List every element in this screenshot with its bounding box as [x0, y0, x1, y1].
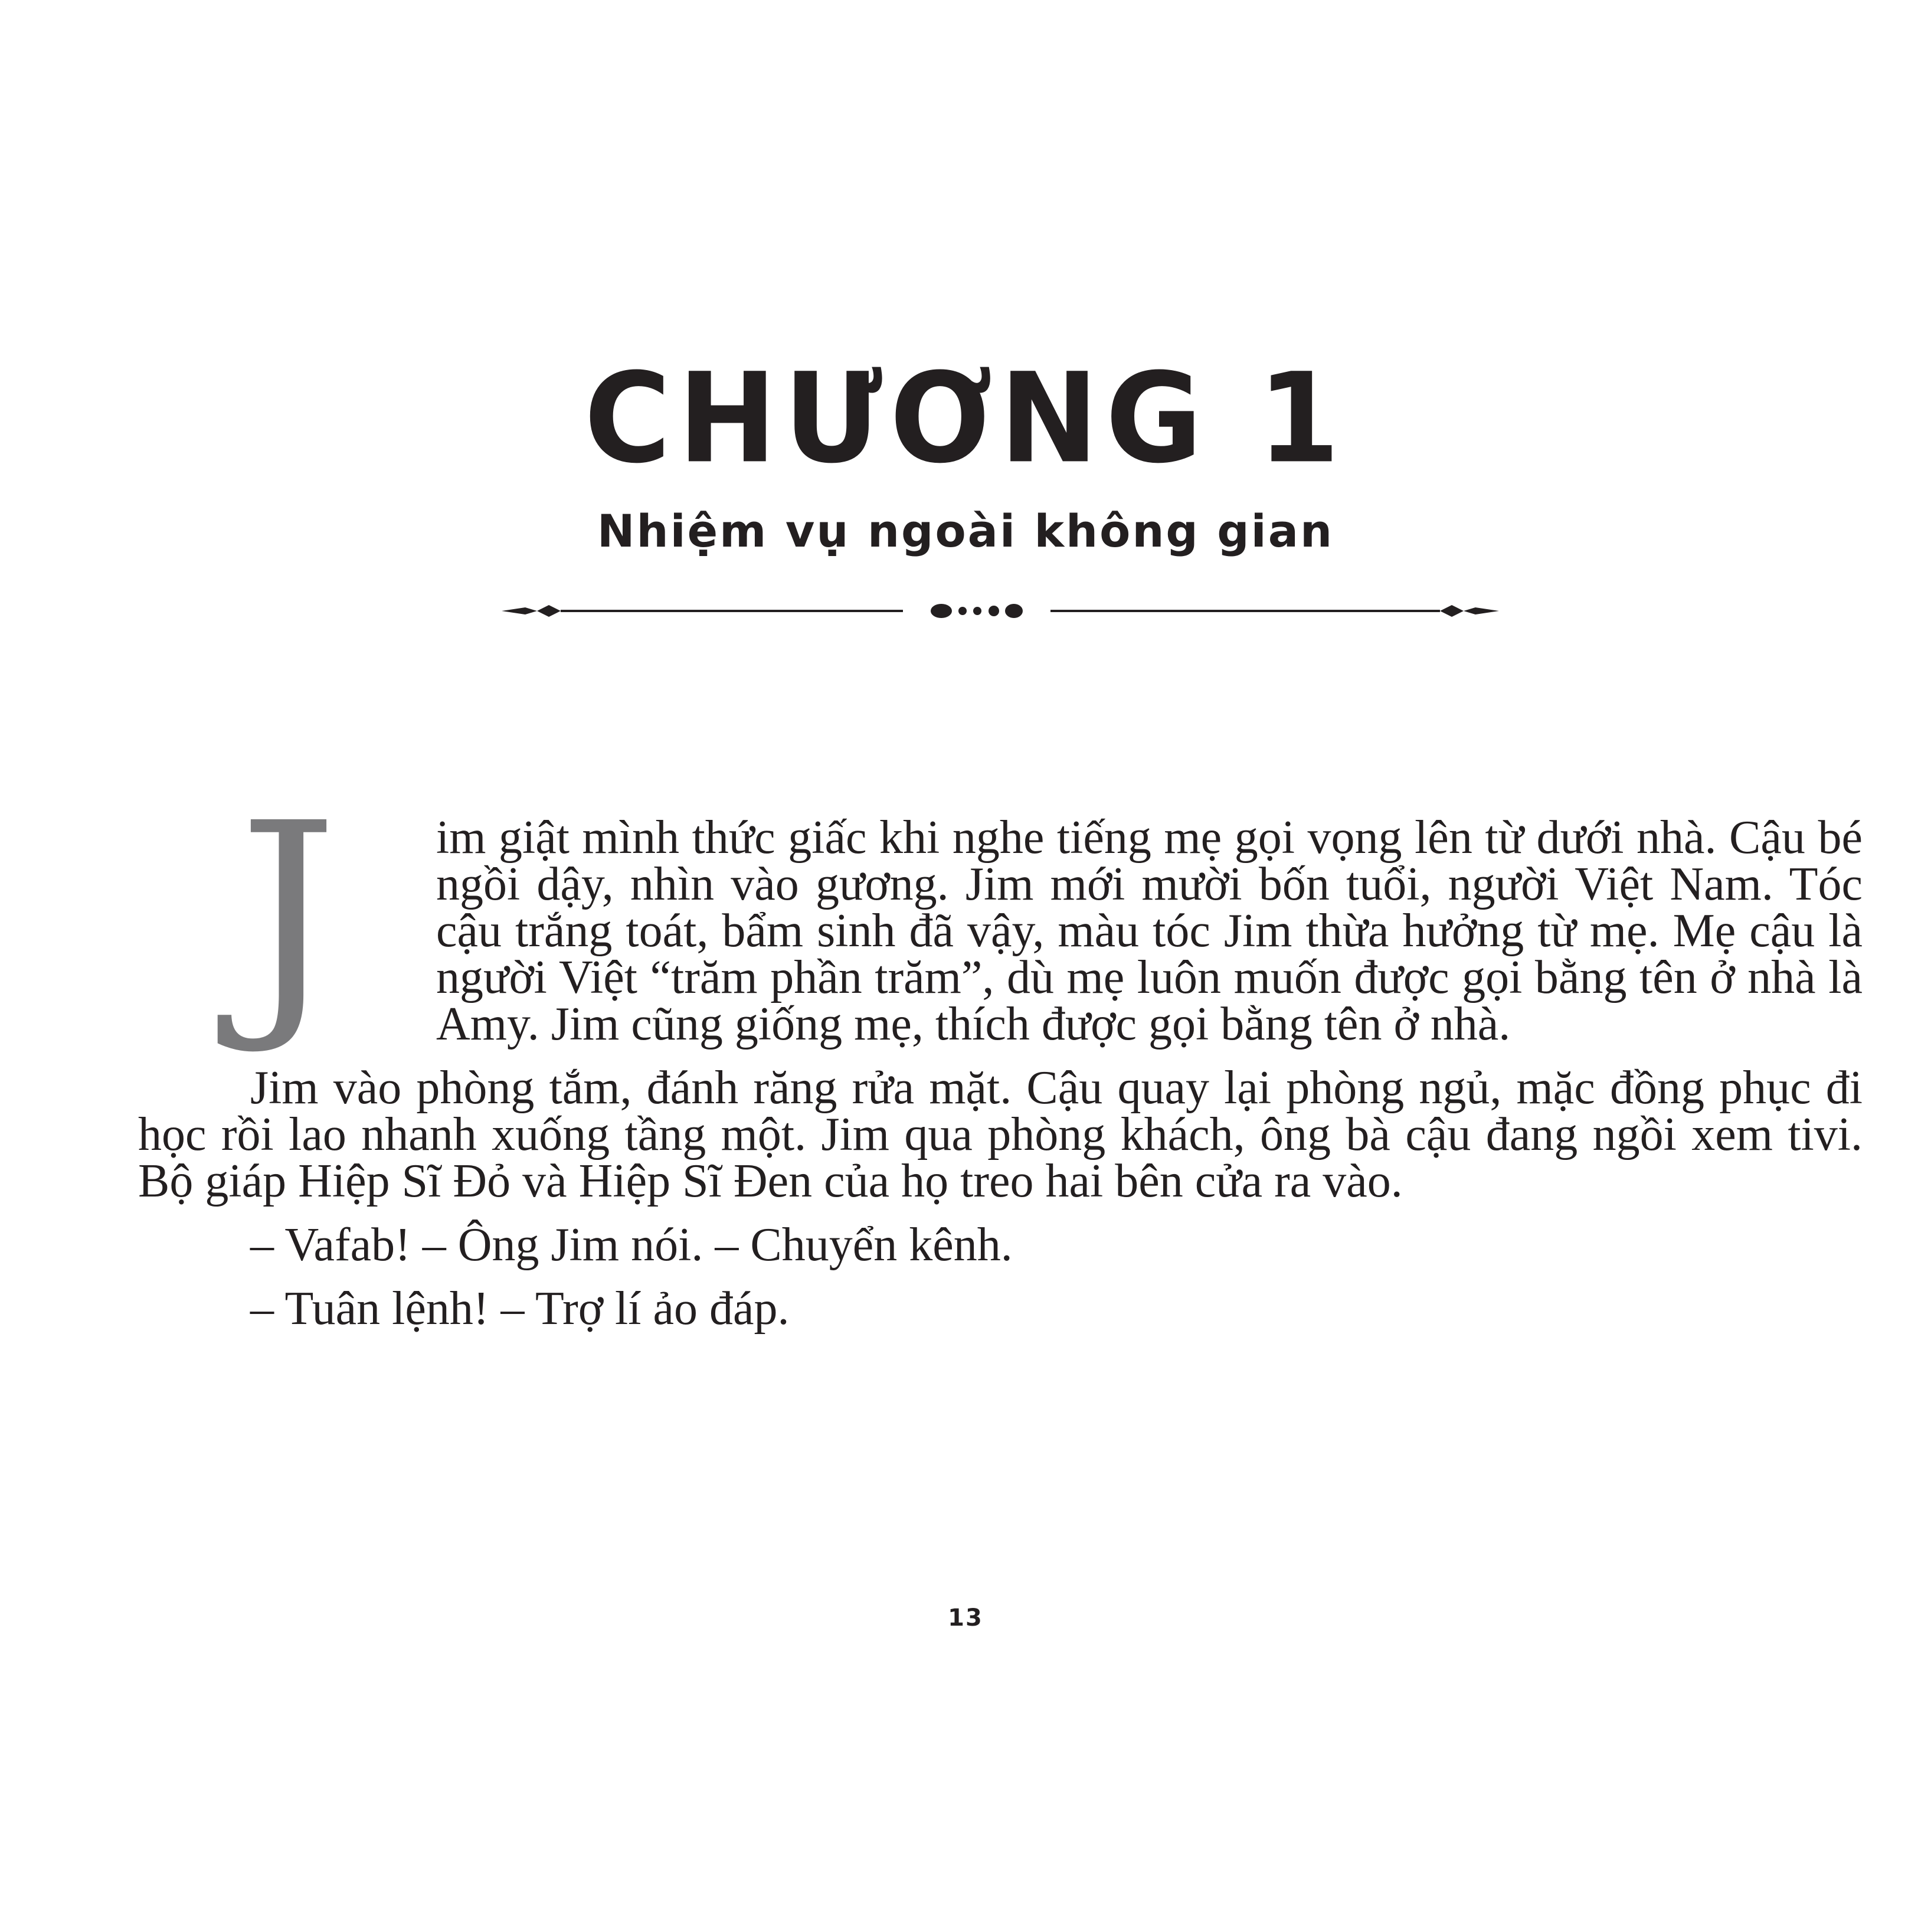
chapter-subtitle: Nhiệm vụ ngoài không gian — [597, 505, 1334, 557]
paragraph-2: Jim vào phòng tắm, đánh răng rửa mặt. Cậu quay lại phòng ngủ, mặc đồng phục đi học rồi lao nhanh xuống tầng một. Jim qua phòng khách, ông bà cậu đang ngồi xem tivi. Bộ giáp Hiệp Sĩ Đỏ và Hiệp Sĩ Đen của họ treo hai bên cửa ra vào. — [138, 1062, 1863, 1207]
ornament-divider — [502, 593, 1499, 629]
page-number: 13 — [948, 1604, 983, 1632]
body-text — [138, 770, 1863, 1349]
drop-cap: J — [238, 770, 338, 1059]
drop-cap-container — [138, 770, 436, 1059]
paragraph-1 — [138, 770, 1863, 1059]
dialog-line-1: – Vafab! – Ông Jim nói. – Chuyển kênh. — [250, 1219, 1013, 1271]
dialog-line-2: – Tuân lệnh! – Trợ lí ảo đáp. — [250, 1283, 790, 1335]
chapter-title: CHƯƠNG 1 — [584, 346, 1347, 491]
paragraph-1-text: im giật mình thức giấc khi nghe tiếng mẹ gọi vọng lên từ dưới nhà. Cậu bé ngồi dậy, nhìn vào gương. Jim mới mười bốn tuổi, người Việt Nam. Tóc cậu trắng toát, bẩm sinh đã vậy, màu tóc Jim thừa hưởng từ mẹ. Mẹ cậu là người Việt “trăm phần trăm”, dù mẹ luôn muốn được gọi bằng tên ở nhà là Amy. Jim cũng giống mẹ, thích được gọi bằng tên ở nhà. — [436, 812, 1863, 1050]
